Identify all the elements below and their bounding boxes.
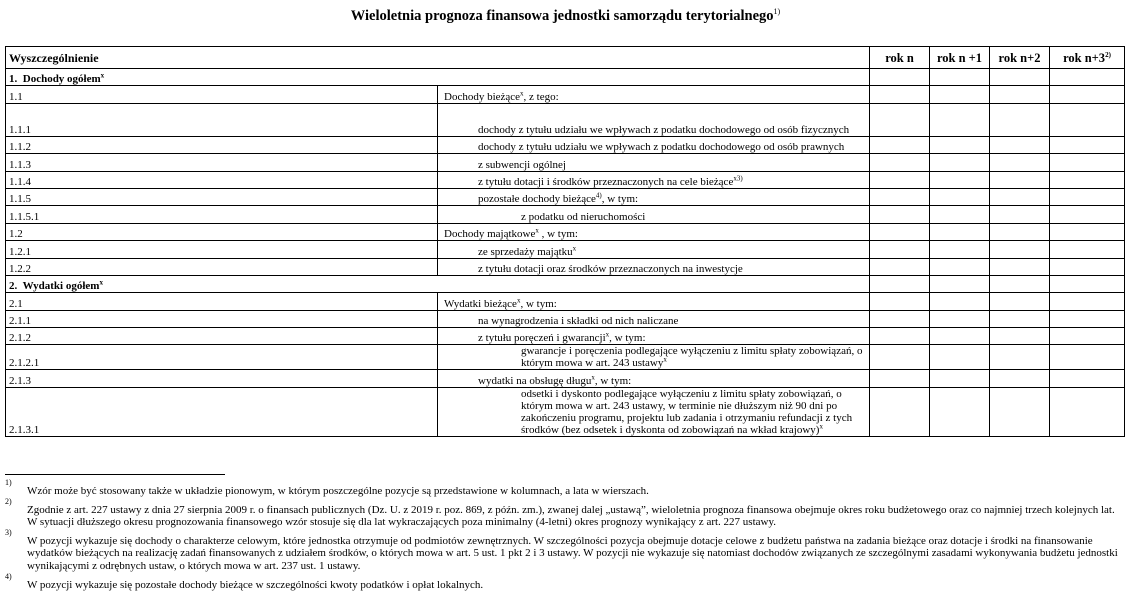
row-label-text: Wydatki bieżące <box>444 297 517 310</box>
value-cell[interactable] <box>930 387 990 436</box>
value-cell[interactable] <box>1050 345 1125 370</box>
row-label-text: dochody z tytułu udziału we wpływach z podatku dochodowego od osób fizycznych <box>478 123 850 136</box>
value-cell[interactable] <box>870 86 930 103</box>
value-cell[interactable] <box>1050 136 1125 153</box>
row-label-text: odsetki i dyskonto podlegające wyłączeniu z limitu spłaty zobowiązań, o którym mowa w art. 243 ustawy, w terminie nie dłuższym niż 90 dni po zakończeniu programu, projektu lub zadania i otrzymaniu refundacji z tych środków (bez odsetek i dyskonta od zobowiązań na wkład krajowy) <box>521 387 853 436</box>
row-label <box>438 154 870 171</box>
value-cell[interactable] <box>990 86 1050 103</box>
value-cell[interactable] <box>870 310 930 327</box>
row-label <box>438 370 870 387</box>
footnote <box>5 571 1120 592</box>
value-cell[interactable] <box>1050 69 1125 86</box>
footnote <box>5 527 1120 573</box>
value-cell[interactable] <box>870 370 930 387</box>
row-label <box>438 345 870 370</box>
row-label <box>438 86 870 103</box>
value-cell[interactable] <box>930 345 990 370</box>
footnotes <box>5 480 1120 592</box>
table-row <box>6 241 1125 258</box>
row-label <box>438 293 870 310</box>
value-cell[interactable] <box>930 258 990 275</box>
row-label-mark: x <box>663 355 667 364</box>
value-cell[interactable] <box>990 136 1050 153</box>
header-year-n3-text: rok n+3 <box>1063 50 1106 65</box>
row-code: 1.1.2 <box>6 136 438 153</box>
header-description: Wyszczególnienie <box>6 47 870 69</box>
section-mark: x <box>99 278 103 287</box>
row-code: 2.1.1 <box>6 310 438 327</box>
row-code: 2.1 <box>6 293 438 310</box>
section-mark: x <box>100 71 105 80</box>
row-label <box>438 206 870 223</box>
value-cell[interactable] <box>1050 241 1125 258</box>
footnote-mark: 4) <box>5 571 12 581</box>
footnote-text: Wzór może być stosowany także w układzie pionowym, w którym poszczególne pozycje są przedstawione w kolumnach, a lata w wierszach. <box>27 485 649 497</box>
row-label-text: wydatki na obsługę długu <box>478 374 592 387</box>
forecast-table <box>5 46 1125 437</box>
value-cell[interactable] <box>990 154 1050 171</box>
title-footnote-mark: 1) <box>773 7 781 17</box>
value-cell[interactable] <box>1050 310 1125 327</box>
value-cell[interactable] <box>870 188 930 205</box>
table-row <box>6 345 1125 370</box>
footnote-separator <box>5 474 225 475</box>
value-cell[interactable] <box>930 206 990 223</box>
row-code: 2.1.2.1 <box>6 345 438 370</box>
value-cell[interactable] <box>930 370 990 387</box>
table-row <box>6 223 1125 240</box>
footnote <box>5 480 1120 498</box>
table-row <box>6 154 1125 171</box>
value-cell[interactable] <box>1050 206 1125 223</box>
value-cell-selected[interactable] <box>870 69 930 86</box>
value-cell[interactable] <box>1050 328 1125 345</box>
table-row <box>6 103 1125 136</box>
value-cell[interactable] <box>870 275 930 292</box>
value-cell[interactable] <box>930 241 990 258</box>
value-cell[interactable] <box>870 241 930 258</box>
row-label <box>438 223 870 240</box>
value-cell[interactable] <box>870 154 930 171</box>
value-cell[interactable] <box>990 370 1050 387</box>
section-row-expense <box>6 275 1125 292</box>
header-year-n3-mark: 2) <box>1105 50 1111 59</box>
value-cell[interactable] <box>1050 387 1125 436</box>
footnote-mark: 3) <box>5 527 12 537</box>
row-label <box>438 241 870 258</box>
table-row <box>6 328 1125 345</box>
value-cell[interactable] <box>990 188 1050 205</box>
value-cell[interactable] <box>870 171 930 188</box>
value-cell[interactable] <box>990 69 1050 86</box>
row-label-mark: x <box>535 226 539 235</box>
value-cell[interactable] <box>990 275 1050 292</box>
header-year-n: rok n <box>870 47 930 69</box>
row-label-mark: x3) <box>733 174 743 183</box>
row-label <box>438 103 870 136</box>
value-cell[interactable] <box>990 241 1050 258</box>
header-year-n3 <box>1050 47 1125 69</box>
value-cell[interactable] <box>930 103 990 136</box>
row-label-mark: x <box>605 330 610 339</box>
row-label-suffix: , w tym: <box>538 228 578 241</box>
income-section <box>6 69 1125 276</box>
value-cell[interactable] <box>1050 154 1125 171</box>
value-cell[interactable] <box>1050 258 1125 275</box>
value-cell[interactable] <box>1050 103 1125 136</box>
row-label-suffix: , w tym: <box>601 193 639 206</box>
header-year-n1: rok n +1 <box>930 47 990 69</box>
row-label-text: z podatku od nieruchomości <box>521 210 646 223</box>
value-cell[interactable] <box>870 103 930 136</box>
footnote-text: Zgodnie z art. 227 ustawy z dnia 27 sierpnia 2009 r. o finansach publicznych (Dz. U. z 2019 r. poz. 869, z późn. zm.), zwanej dalej „ustawą”, wieloletnia prognoza finansowa obejmuje okres roku budżetowego oraz co najmniej trzech kolejnych lat. W sytuacji dłuższego okresu prognozowania finansowego wzór stosuje się dla lat wykraczających poza minimalny (4-letni) okres prognozy wynikający z art. 227 ustawy. <box>27 503 1115 529</box>
section-row-income <box>6 69 1125 86</box>
table-header-row <box>6 47 1125 69</box>
section-label: Dochody ogółem <box>22 73 101 86</box>
row-label-mark: x <box>516 296 521 305</box>
value-cell[interactable] <box>990 345 1050 370</box>
value-cell[interactable] <box>1050 223 1125 240</box>
row-code: 1.1.3 <box>6 154 438 171</box>
value-cell[interactable] <box>870 223 930 240</box>
value-cell[interactable] <box>1050 171 1125 188</box>
value-cell[interactable] <box>930 275 990 292</box>
value-cell[interactable] <box>870 136 930 153</box>
footnote-mark: 1) <box>5 478 12 487</box>
table-row <box>6 258 1125 275</box>
row-code: 1.2.1 <box>6 241 438 258</box>
value-cell[interactable] <box>870 345 930 370</box>
footnote-mark: 2) <box>5 496 12 506</box>
value-cell[interactable] <box>930 293 990 310</box>
row-label-text: dochody z tytułu udziału we wpływach z podatku dochodowego od osób prawnych <box>478 141 845 154</box>
row-code: 1.1.1 <box>6 103 438 136</box>
row-label-text: gwarancje i poręczenia podlegające wyłączeniu z limitu spłaty zobowiązań, o którym mowa w art. 243 ustawy <box>521 345 863 370</box>
row-label-text: z tytułu poręczeń i gwarancji <box>478 332 606 345</box>
section-label: Wydatki ogółem <box>22 280 100 293</box>
value-cell[interactable] <box>990 387 1050 436</box>
value-cell[interactable] <box>1050 188 1125 205</box>
row-label-text: na wynagrodzenia i składki od nich naliczane <box>478 315 679 328</box>
value-cell[interactable] <box>990 293 1050 310</box>
title-text: Wieloletnia prognoza finansowa jednostki samorządu terytorialnego <box>350 8 774 24</box>
row-code: 2.1.3.1 <box>6 387 438 436</box>
value-cell[interactable] <box>1050 370 1125 387</box>
value-cell[interactable] <box>930 136 990 153</box>
section-code: 1. <box>9 73 18 86</box>
row-label-text: z tytułu dotacji i środków przeznaczonych na cele bieżące <box>478 175 734 188</box>
row-label <box>438 387 870 436</box>
row-label-text: Dochody bieżące <box>444 90 521 103</box>
row-label-mark: 4) <box>595 191 602 200</box>
footnote <box>5 496 1120 529</box>
row-label <box>438 328 870 345</box>
table-row <box>6 293 1125 310</box>
value-cell[interactable] <box>930 223 990 240</box>
table-row <box>6 188 1125 205</box>
table-row <box>6 370 1125 387</box>
value-cell[interactable] <box>930 86 990 103</box>
row-label-suffix: , w tym: <box>594 374 632 387</box>
value-cell[interactable] <box>870 387 930 436</box>
section-income-cell <box>6 69 870 86</box>
row-label-suffix: , z tego: <box>523 90 559 103</box>
value-cell[interactable] <box>870 293 930 310</box>
value-cell[interactable] <box>870 258 930 275</box>
value-cell[interactable] <box>870 206 930 223</box>
table-row <box>6 86 1125 103</box>
expense-section <box>6 275 1125 436</box>
footnote-text: W pozycji wykazuje się dochody o charakterze celowym, które jednostka otrzymuje od podmiotów zewnętrznych. W szczególności pozycja obejmuje dotacje celowe z budżetu państwa na zadania bieżące oraz dotacje i środki na finansowanie wydatków bieżących na realizację zadań finansowanych z udziałem środków, o których mowa w art. 5 ust. 1 pkt 2 i 3 ustawy. W pozycji nie wykazuje się natomiast dochodów związanych ze szczególnymi zasadami wykonywania budżetu jednostki wynikającymi z odrębnych ustaw, o których mowa w art. 237 ust. 1 ustawy. <box>27 534 1118 572</box>
row-label-text: z subwencji ogólnej <box>478 158 566 171</box>
row-code: 1.1.4 <box>6 171 438 188</box>
header-year-n2: rok n+2 <box>990 47 1050 69</box>
row-label <box>438 136 870 153</box>
table-row <box>6 387 1125 436</box>
value-cell[interactable] <box>1050 293 1125 310</box>
value-cell[interactable] <box>990 328 1050 345</box>
value-cell[interactable] <box>990 223 1050 240</box>
row-label <box>438 258 870 275</box>
row-code: 2.1.3 <box>6 370 438 387</box>
table-row <box>6 206 1125 223</box>
value-cell[interactable] <box>990 258 1050 275</box>
value-cell[interactable] <box>990 171 1050 188</box>
row-code: 1.2 <box>6 223 438 240</box>
row-code: 1.1.5.1 <box>6 206 438 223</box>
value-cell[interactable] <box>1050 275 1125 292</box>
value-cell[interactable] <box>1050 86 1125 103</box>
value-cell[interactable] <box>990 103 1050 136</box>
row-label <box>438 310 870 327</box>
footnote-text: W pozycji wykazuje się pozostałe dochody bieżące w szczególności kwoty podatków i opłat lokalnych. <box>27 578 484 591</box>
value-cell[interactable] <box>930 154 990 171</box>
table-row <box>6 310 1125 327</box>
row-label-mark: x <box>572 243 577 252</box>
row-label <box>438 188 870 205</box>
row-label <box>438 171 870 188</box>
row-label-mark: x <box>819 422 823 431</box>
row-label-text: ze sprzedaży majątku <box>478 245 573 258</box>
row-label-mark: x <box>520 89 524 98</box>
table-row <box>6 136 1125 153</box>
table-row <box>6 171 1125 188</box>
row-label-mark: x <box>591 373 595 382</box>
row-code: 2.1.2 <box>6 328 438 345</box>
value-cell[interactable] <box>990 206 1050 223</box>
page-title <box>0 8 1131 25</box>
value-cell[interactable] <box>990 310 1050 327</box>
row-label-text: Dochody majątkowe <box>444 228 536 241</box>
row-code: 1.1 <box>6 86 438 103</box>
section-expense-cell <box>6 275 870 292</box>
value-cell[interactable] <box>870 328 930 345</box>
value-cell[interactable] <box>930 171 990 188</box>
value-cell[interactable] <box>930 310 990 327</box>
row-label-suffix: , w tym: <box>520 297 557 310</box>
value-cell[interactable] <box>930 188 990 205</box>
section-code: 2. <box>9 280 18 293</box>
row-label-text: pozostałe dochody bieżące <box>478 193 596 206</box>
row-label-text: z tytułu dotacji oraz środków przeznaczonych na inwestycje <box>478 262 743 275</box>
row-code: 1.1.5 <box>6 188 438 205</box>
value-cell[interactable] <box>930 69 990 86</box>
value-cell[interactable] <box>930 328 990 345</box>
row-code: 1.2.2 <box>6 258 438 275</box>
row-label-suffix: , w tym: <box>609 332 646 345</box>
